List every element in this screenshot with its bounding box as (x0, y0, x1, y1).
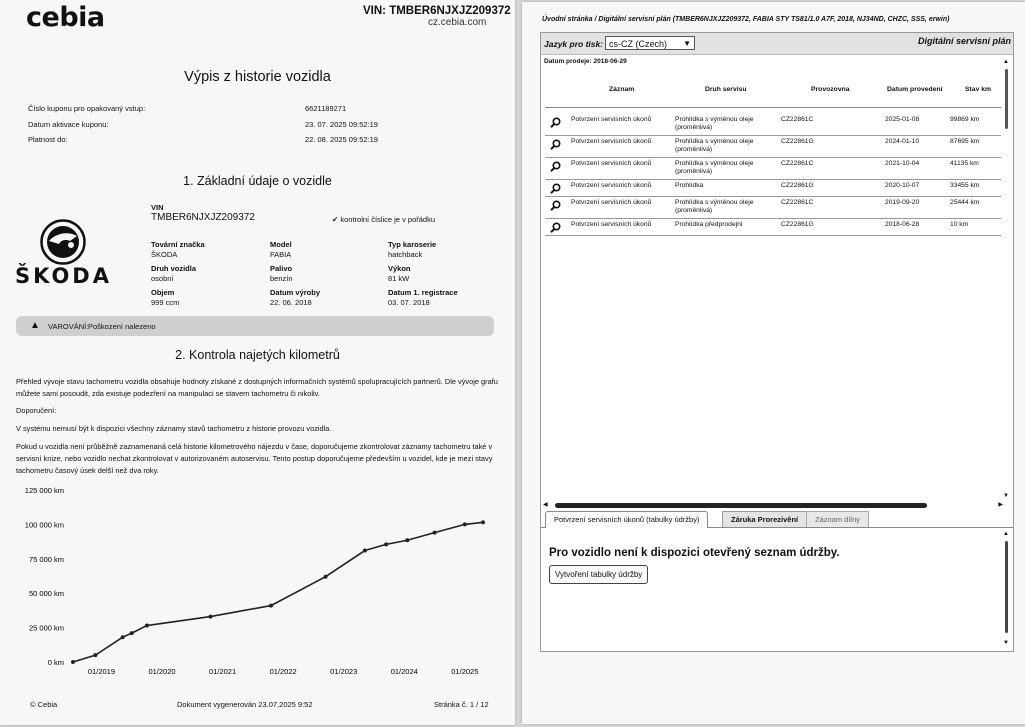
spec-label: Druh vozidla (151, 264, 197, 273)
spec-value: benzín (270, 274, 293, 283)
row-workshop: CZ22861G (781, 221, 814, 228)
column-header-workshop[interactable]: Provozovna (811, 86, 850, 93)
spec-label: Model (270, 240, 292, 249)
skoda-emblem-icon (40, 219, 86, 265)
row-date: 2019-09-20 (885, 199, 920, 206)
y-tick-label: 75 000 km (28, 554, 64, 564)
create-maintenance-table-button[interactable]: Vytvoření tabulky údržby (549, 565, 648, 584)
sale-date: Datum prodeje: 2018-06-29 (544, 58, 627, 65)
coupon-activation-label: Datum aktivace kuponu: (28, 120, 109, 129)
header-website[interactable]: cz.cebia.com (428, 17, 487, 28)
coupon-validity-label: Platnost do: (28, 135, 68, 144)
spec-value: 999 ccm (151, 298, 180, 307)
no-maintenance-message: Pro vozidlo není k dispozici otevřený seznam údržby. (549, 547, 840, 559)
table-hscrollbar[interactable] (543, 502, 1003, 508)
footer-generated: Dokument vygenerován 23.07.2025 9:52 (177, 700, 313, 709)
row-km: 25444 km (950, 199, 980, 206)
scroll-up-icon[interactable]: ▲ (1003, 59, 1009, 65)
row-date: 2021-10-04 (885, 160, 920, 167)
tab-maintenance-tables[interactable]: Potvrzení servisních úkonů (tabulky údržby) (545, 511, 708, 528)
column-header-date[interactable]: Datum provedení (887, 86, 943, 93)
language-select-value: cs-CZ (Czech) (609, 39, 667, 49)
vin-check (332, 215, 435, 224)
spec-label: Výkon (388, 264, 411, 273)
spec-label: Tovární značka (151, 240, 205, 249)
x-tick-label: 01/2019 (87, 667, 116, 676)
spec-value: 81 kW (388, 274, 410, 283)
warning-icon: ▲ (30, 320, 40, 331)
skoda-wordmark: ŠKODA (15, 264, 112, 288)
row-record: Potvrzení servisních úkonů (571, 182, 652, 189)
report-title: Výpis z historie vozidla (184, 69, 331, 85)
warning-label: VAROVÁNÍ: (48, 322, 89, 331)
header-divider (545, 107, 1001, 108)
magnifier-icon[interactable] (550, 183, 561, 194)
column-header-record[interactable]: Záznam (609, 86, 635, 93)
spec-label: Palivo (270, 264, 293, 273)
mileage-point[interactable] (130, 631, 134, 635)
coupon-number-value: 6621189271 (305, 104, 347, 113)
x-tick-label: 01/2020 (148, 667, 176, 676)
section1-title: 1. Základní údaje o vozidle (183, 174, 332, 188)
magnifier-icon[interactable] (550, 200, 561, 211)
recommendation-text: V systému nemusí být k dispozici všechny záznamy stavů tachometru z historie provozu vozidla. (16, 424, 332, 433)
row-workshop: CZ22861G (781, 138, 814, 145)
coupon-validity-value: 22. 08. 2025 09:52:19 (305, 135, 378, 144)
row-record: Potvrzení servisních úkonů (571, 116, 652, 123)
y-tick-label: 0 km (47, 658, 64, 667)
mileage-intro-text: Přehled vývoje stavu tachometru vozidla obsahuje hodnoty získané z dostupných informačních systémů spolupracujících partnerů. Dle vývoje grafu můžete sami posoudit, zda existuje podezření na manipulaci se stavem tachometru či nikoliv. (16, 377, 498, 398)
row-service: Prohlídka s výměnou oleje (proměnlivá) (675, 199, 754, 214)
chevron-down-icon: ▼ (683, 39, 691, 48)
vin-value: TMBER6NJXJZ209372 (151, 212, 255, 223)
row-record: Potvrzení servisních úkonů (571, 160, 652, 167)
tab-workshop-records[interactable]: Záznam dílny (806, 511, 869, 528)
y-tick-label: 50 000 km (28, 589, 64, 599)
row-date: 2024-01-10 (885, 138, 920, 145)
table-row[interactable] (545, 179, 1001, 197)
damage-warning-bar (16, 316, 494, 336)
spec-value: osobní (151, 274, 174, 283)
scroll-down-icon[interactable]: ▼ (1003, 493, 1009, 499)
spec-value: ŠKODA (151, 250, 178, 259)
y-tick-label: 25 000 km (28, 623, 64, 633)
x-tick-label: 01/2021 (209, 667, 237, 676)
magnifier-icon[interactable] (550, 139, 561, 150)
table-row[interactable] (545, 135, 1001, 158)
table-row[interactable] (545, 113, 1001, 136)
mileage-point[interactable] (208, 615, 212, 619)
x-tick-label: 01/2023 (330, 667, 358, 676)
magnifier-icon[interactable] (550, 161, 561, 172)
column-header-service[interactable]: Druh servisu (705, 86, 747, 93)
table-scrollbar[interactable] (1003, 59, 1010, 499)
row-workshop: CZ22861C (781, 199, 814, 206)
mileage-point[interactable] (93, 653, 97, 657)
row-service: Prohlídka s výměnou oleje (proměnlivá) (675, 160, 754, 175)
spec-label: Typ karoserie (388, 240, 437, 249)
breadcrumb[interactable]: Úvodní stránka / Digitální servisní plán (TMBER6NJXJZ209372, FABIA STY TS81/1.0 A7F, 2018, NJ34ND, CHZC, SSS, erwin) (542, 16, 950, 23)
column-header-km[interactable]: Stav km (965, 86, 992, 93)
spec-label: Datum výroby (270, 288, 321, 297)
table-row[interactable] (545, 157, 1001, 180)
row-record: Potvrzení servisních úkonů (571, 199, 652, 206)
service-plan-panel (540, 32, 1014, 652)
mileage-point[interactable] (71, 660, 75, 664)
language-bar (541, 33, 1013, 55)
y-tick-label: 100 000 km (24, 520, 64, 530)
language-label: Jazyk pro tisk: (544, 39, 604, 49)
x-tick-label: 01/2022 (269, 667, 297, 676)
row-service: Prohlídka s výměnou oleje (proměnlivá) (675, 138, 754, 153)
check-icon: ✔ (332, 215, 341, 224)
row-record: Potvrzení servisních úkonů (571, 138, 652, 145)
mileage-point[interactable] (405, 538, 409, 542)
row-km: 87695 km (950, 138, 980, 145)
row-km: 10 km (950, 221, 969, 228)
mileage-chart (0, 480, 515, 685)
spec-value: FABIA (270, 250, 292, 259)
mileage-point[interactable] (269, 604, 273, 608)
mileage-point[interactable] (121, 635, 125, 639)
dsp-title: Digitální servisní plán (917, 36, 1011, 46)
warning-text: Poškození nalezeno (88, 322, 156, 331)
row-workshop: CZ22861C (781, 160, 814, 167)
recommendation-label: Doporučení: (16, 406, 57, 415)
row-km: 99869 km (950, 116, 980, 123)
footer-page-number: Stránka č. 1 / 12 (434, 700, 489, 709)
mileage-point[interactable] (384, 542, 388, 546)
section2-title: 2. Kontrola najetých kilometrů (175, 348, 340, 362)
scroll-left-icon[interactable]: ◀ (543, 502, 548, 508)
mileage-point[interactable] (463, 522, 467, 526)
spec-value: 22. 06. 2018 (270, 298, 312, 307)
mileage-series-line (73, 522, 483, 662)
mileage-point[interactable] (363, 549, 367, 553)
mileage-point[interactable] (145, 624, 149, 628)
vin-label: VIN (151, 203, 164, 212)
y-tick-label: 125 000 km (24, 486, 64, 495)
vin-check-text: kontrolní číslice je v pořádku (340, 215, 436, 224)
row-km: 41135 km (950, 160, 979, 167)
row-date: 2020-10-07 (885, 182, 920, 189)
scroll-up-icon[interactable]: ▲ (1003, 531, 1009, 537)
spec-label: Objem (151, 288, 175, 297)
coupon-number-label: Číslo kuponu pro opakovaný vstup: (28, 104, 146, 113)
row-service: Prohlídka (675, 182, 704, 189)
row-workshop: CZ22861C (781, 116, 814, 123)
recommendation-detail-text: Pokud u vozidla není průběžně zaznamenaná celá historie kilometrového nájezdu v čase, doporučujeme zkontrolovat záznamy tachometru také v servisní knize, nebo vozidlo nechat zkontrolovat v autorizovaném autoservisu. Tento postup doporučujeme především u vozidel, kde je mezi stavy tachometru časový úsek delší než dva roky. (16, 442, 493, 475)
x-tick-label: 01/2024 (390, 667, 418, 676)
scroll-thumb[interactable] (1005, 69, 1008, 129)
scroll-right-icon[interactable]: ▶ (998, 502, 1003, 508)
language-select[interactable] (605, 36, 695, 50)
row-workshop: CZ22861G (781, 182, 814, 189)
magnifier-icon[interactable] (550, 222, 561, 233)
mileage-point[interactable] (433, 531, 437, 535)
spec-value: 03. 07. 2018 (388, 298, 430, 307)
row-record: Potvrzení servisních úkonů (571, 221, 652, 228)
mileage-point[interactable] (481, 520, 485, 524)
service-plan-page (522, 2, 1025, 724)
row-date: 2018-06-28 (885, 221, 920, 228)
hscroll-thumb[interactable] (555, 503, 927, 508)
cebia-logo: cebia (26, 2, 105, 33)
row-km: 33455 km (950, 182, 980, 189)
scroll-down-icon[interactable]: ▼ (1003, 640, 1009, 646)
scroll-thumb[interactable] (1005, 541, 1008, 633)
mileage-point[interactable] (324, 575, 328, 579)
spec-label: Datum 1. registrace (388, 288, 458, 297)
footer-copyright: © Cebia (30, 700, 58, 709)
x-tick-label: 01/2025 (451, 667, 479, 676)
header-vin: VIN: TMBER6NJXJZ209372 (363, 5, 511, 17)
row-date: 2025-01-08 (885, 116, 920, 123)
lower-scrollbar[interactable] (1003, 531, 1010, 646)
table-row[interactable] (545, 196, 1001, 219)
row-service: Prohlídka s výměnou oleje (proměnlivá) (675, 116, 754, 131)
coupon-activation-value: 23. 07. 2025 09:52:19 (305, 120, 378, 129)
row-service: Prohlídka předprodejní (675, 221, 743, 228)
table-row[interactable] (545, 218, 1001, 236)
spec-value: hatchback (388, 250, 423, 259)
tab-warranty[interactable]: Záruka Prorezivění (722, 511, 807, 528)
magnifier-icon[interactable] (550, 117, 561, 128)
